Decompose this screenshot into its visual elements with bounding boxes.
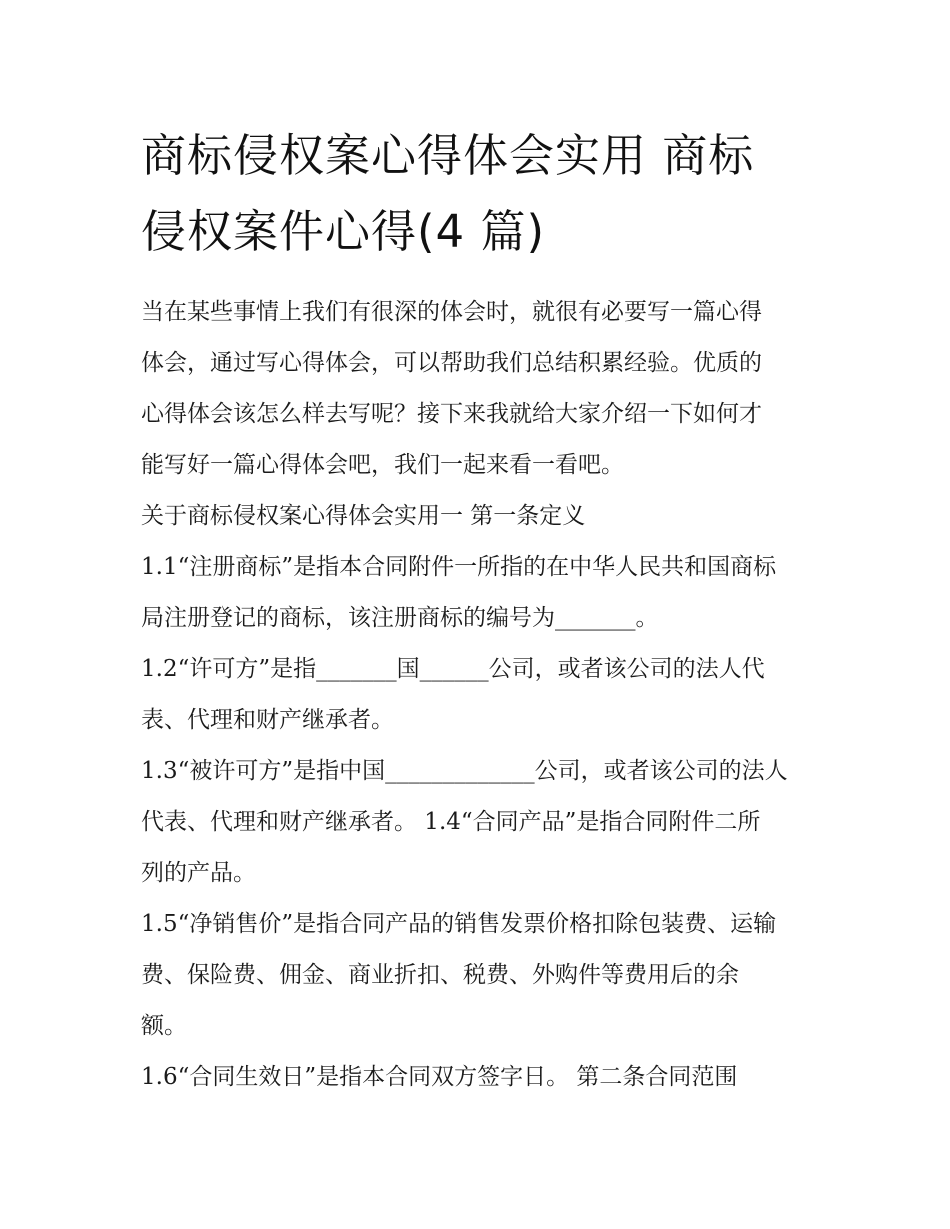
clause-line: 列的产品。 bbox=[141, 860, 256, 886]
clause-line: 1.1“注册商标”是指本合同附件一所指的在中华人民共和国商标 bbox=[141, 554, 777, 580]
document-title bbox=[141, 118, 821, 270]
document-page bbox=[141, 118, 821, 1103]
intro-line: 当在某些事情上我们有很深的体会时，就很有必要写一篇心得 bbox=[141, 299, 762, 325]
intro-line: 体会，通过写心得体会，可以帮助我们总结积累经验。优质的 bbox=[141, 350, 762, 376]
clause-line: 1.5“净销售价”是指合同产品的销售发票价格扣除包装费、运输 bbox=[141, 911, 777, 937]
title-line: 侵权案件心得(4 篇) bbox=[141, 205, 546, 258]
clause-line: 额。 bbox=[141, 1013, 187, 1039]
intro-line: 能写好一篇心得体会吧，我们一起来看一看吧。 bbox=[141, 452, 624, 478]
clause-line: 1.3“被许可方”是指中国_____________公司，或者该公司的法人 bbox=[141, 758, 788, 784]
clause-line: 1.2“许可方”是指_______国______公司，或者该公司的法人代 bbox=[141, 656, 765, 682]
clause-line: 费、保险费、佣金、商业折扣、税费、外购件等费用后的余 bbox=[141, 962, 739, 988]
title-line: 商标侵权案心得体会实用 商标 bbox=[141, 129, 755, 182]
clause-line: 局注册登记的商标，该注册商标的编号为_______。 bbox=[141, 605, 659, 631]
clause-line: 表、代理和财产继承者。 bbox=[141, 707, 394, 733]
clause-line: 代表、代理和财产继承者。 1.4“合同产品”是指合同附件二所 bbox=[141, 809, 761, 835]
intro-line: 心得体会该怎么样去写呢？接下来我就给大家介绍一下如何才 bbox=[141, 401, 762, 427]
section-heading: 关于商标侵权案心得体会实用一 第一条定义 bbox=[141, 503, 586, 529]
document-body bbox=[141, 287, 821, 1103]
clause-line: 1.6“合同生效日”是指本合同双方签字日。 第二条合同范围 bbox=[141, 1064, 738, 1090]
